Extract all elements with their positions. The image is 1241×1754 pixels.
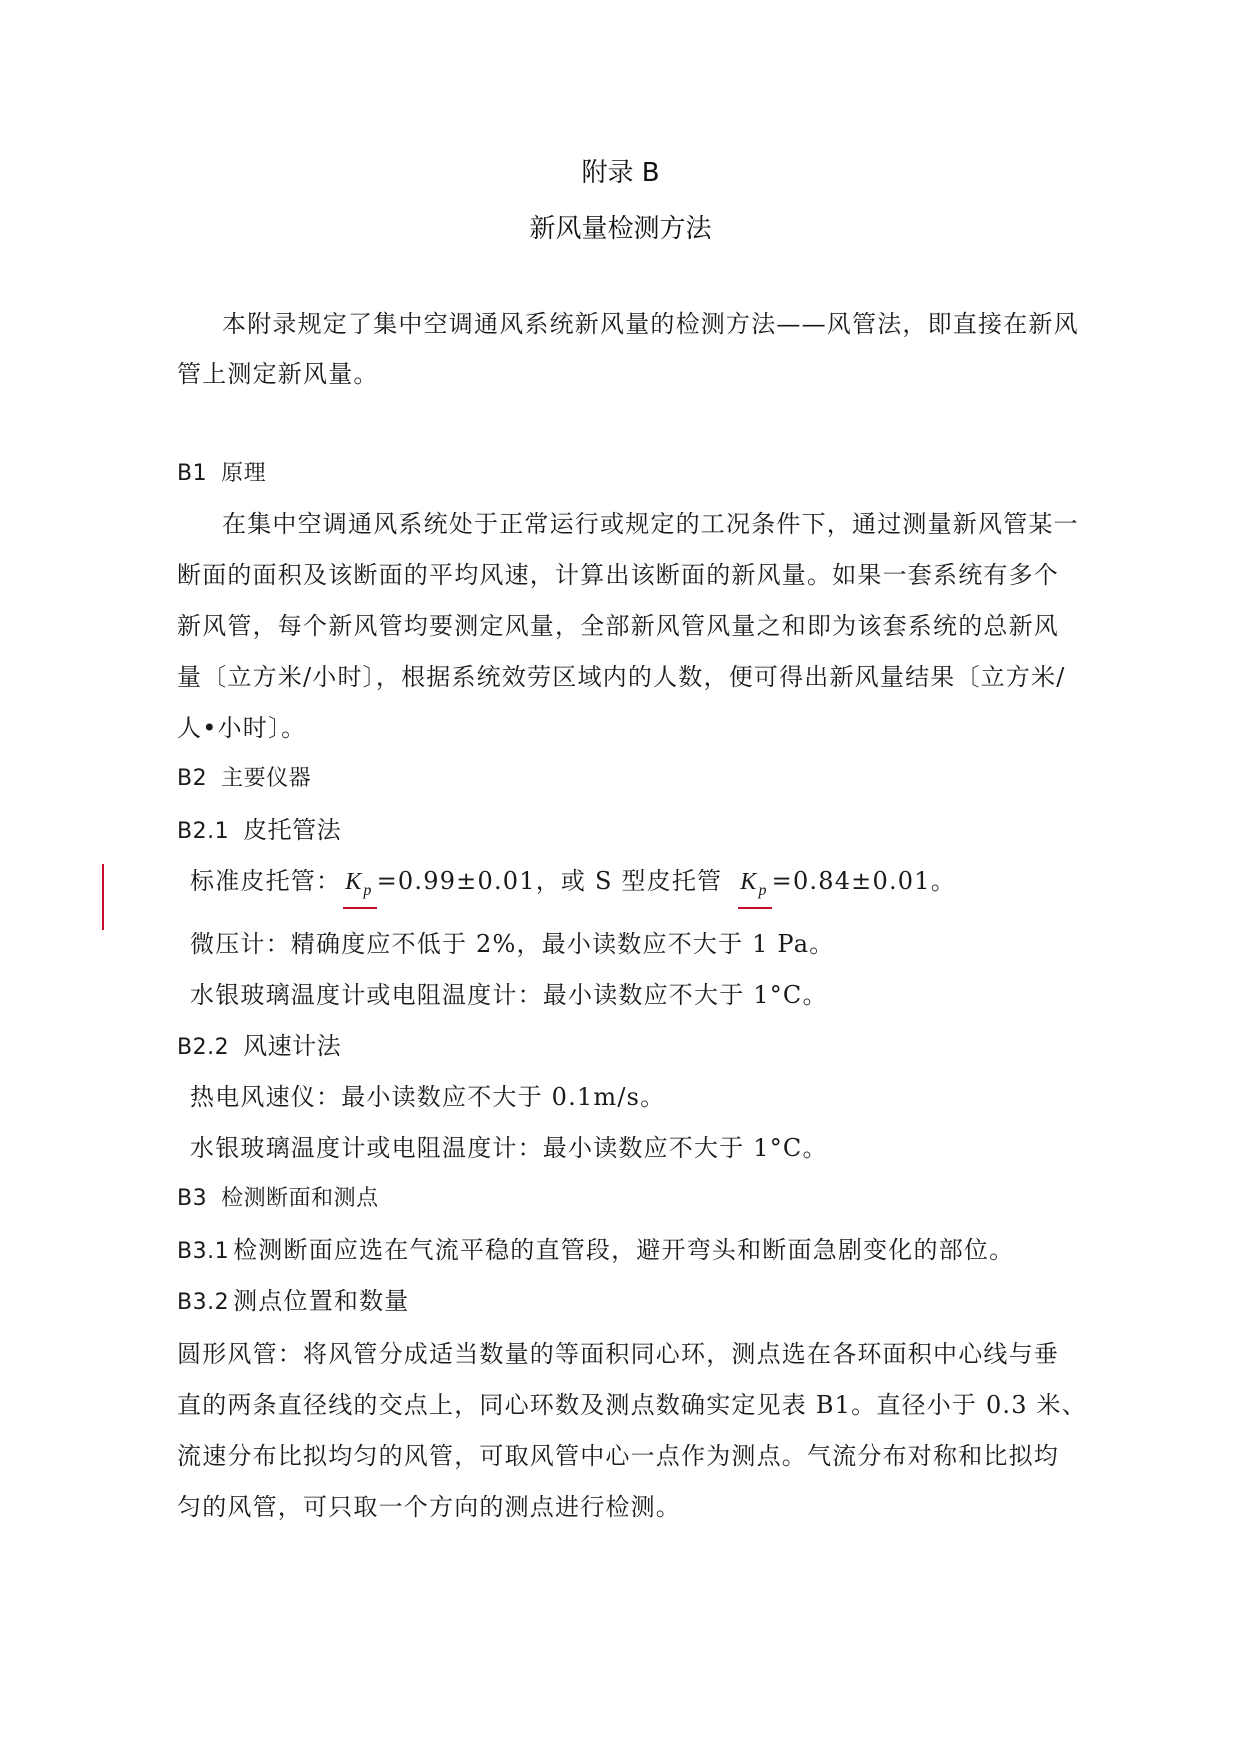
subsection-label: B3.2 <box>177 1290 230 1315</box>
section-label: B2 <box>177 766 208 791</box>
subsection-label: B2.1 <box>177 819 230 844</box>
section-title: 主要仪器 <box>221 766 312 791</box>
section-b2-heading <box>177 763 311 795</box>
appendix-title: 附录 B <box>581 158 660 188</box>
round-duct-line: 圆形风管：将风管分成适当数量的等面积同心环，测点选在各环面积中心线与垂 <box>177 1340 1059 1368</box>
pitot-value-1: =0.99±0.01，或 S 型皮托管 <box>376 867 723 895</box>
subsection-b21-heading <box>177 814 341 848</box>
pitot-prefix: 标准皮托管： <box>190 867 342 895</box>
b32-line <box>177 1285 410 1319</box>
kp-subscript: p <box>363 882 373 899</box>
anemometer-line: 热电风速仪：最小读数应不大于 0.1m/s。 <box>190 1083 666 1111</box>
b1-paragraph-line: 量〔立方米/小时〕，根据系统效劳区域内的人数，便可得出新风量结果〔立方米/ <box>177 663 1066 691</box>
round-duct-line: 匀的风管，可只取一个方向的测点进行检测。 <box>177 1493 681 1521</box>
section-label: B1 <box>177 461 208 486</box>
b1-paragraph-line: 在集中空调通风系统处于正常运行或规定的工况条件下，通过测量新风管某一 <box>222 510 1079 538</box>
thermometer-line: 水银玻璃温度计或电阻温度计：最小读数应不大于 1°C。 <box>190 981 828 1009</box>
subsection-label: B2.2 <box>177 1035 230 1060</box>
section-b1-heading <box>177 458 266 490</box>
b1-paragraph-line: 人•小时〕。 <box>177 714 307 742</box>
b1-paragraph-line: 断面的面积及该断面的平均风速，计算出该断面的新风量。如果一套系统有多个 <box>177 561 1059 589</box>
subsection-title: 皮托管法 <box>243 816 342 844</box>
subsection-title: 风速计法 <box>243 1032 342 1060</box>
intro-line-1: 本附录规定了集中空调通风系统新风量的检测方法——风管法，即直接在新风 <box>222 310 1079 338</box>
b1-paragraph-line: 新风管，每个新风管均要测定风量，全部新风管风量之和即为该套系统的总新风 <box>177 612 1059 640</box>
round-duct-line: 流速分布比拟均匀的风管，可取风管中心一点作为测点。气流分布对称和比拟均 <box>177 1442 1059 1470</box>
section-title: 原理 <box>221 461 267 486</box>
section-b3-heading <box>177 1183 379 1215</box>
kp-symbol <box>740 866 767 901</box>
pitot-value-2: =0.84±0.01。 <box>771 867 956 895</box>
appendix-subtitle: 新风量检测方法 <box>529 214 712 244</box>
pitot-tube-line <box>190 865 956 901</box>
micromanometer-line: 微压计：精确度应不低于 2%，最小读数应不大于 1 Pa。 <box>190 930 835 958</box>
revision-margin-mark <box>102 864 104 930</box>
subsection-label: B3.1 <box>177 1239 230 1264</box>
subsection-b22-heading <box>177 1030 341 1064</box>
section-title: 检测断面和测点 <box>221 1186 379 1211</box>
b31-line <box>177 1234 1014 1268</box>
kp-k: K <box>740 869 758 895</box>
b32-text: 测点位置和数量 <box>233 1287 410 1315</box>
b31-text: 检测断面应选在气流平稳的直管段，避开弯头和断面急剧变化的部位。 <box>233 1236 1015 1264</box>
kp-subscript: p <box>758 882 768 899</box>
kp-symbol <box>345 866 372 901</box>
round-duct-line: 直的两条直径线的交点上，同心环数及测点数确实定见表 B1。直径小于 0.3 米、 <box>177 1391 1087 1419</box>
kp-k: K <box>345 869 363 895</box>
section-label: B3 <box>177 1186 208 1211</box>
intro-line-2: 管上测定新风量。 <box>177 360 379 388</box>
thermometer-line: 水银玻璃温度计或电阻温度计：最小读数应不大于 1°C。 <box>190 1134 828 1162</box>
